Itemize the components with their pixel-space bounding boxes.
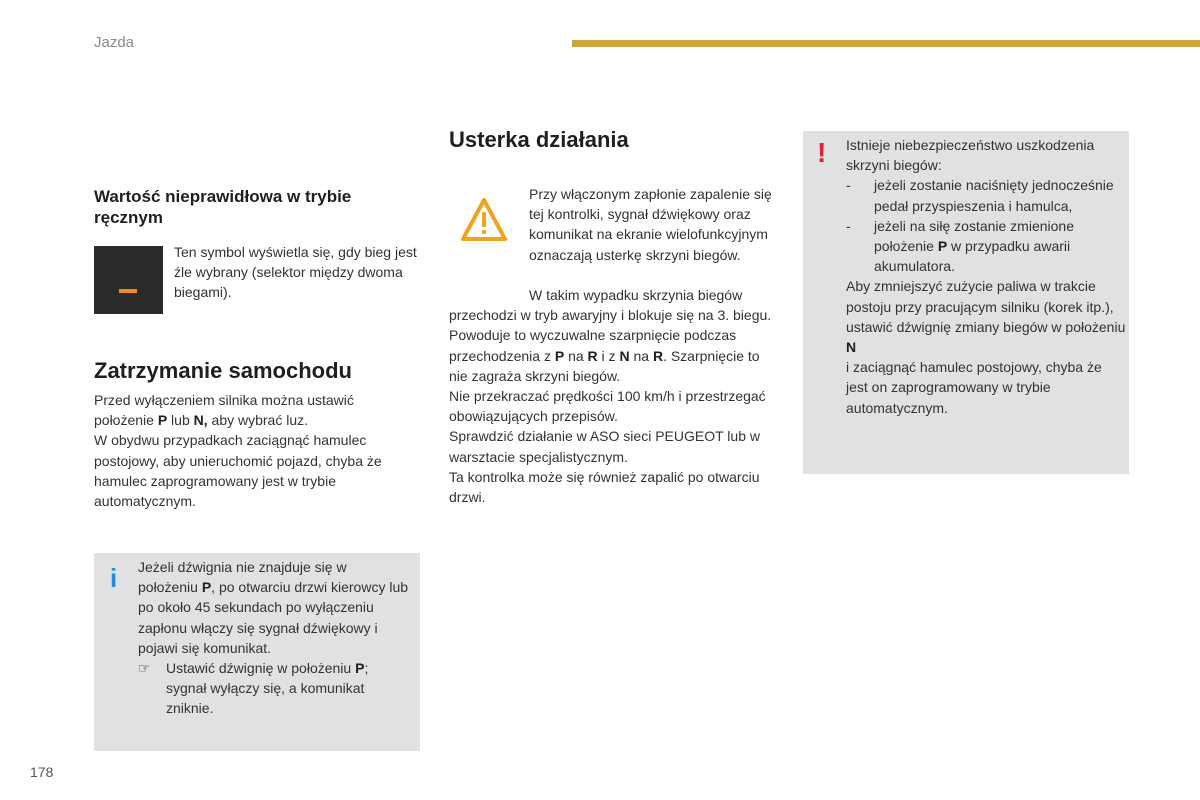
malfunction-paragraph-2: Nie przekraczać prędkości 100 km/h i przestrzegać obowiązujących przepisów. [449, 388, 766, 425]
info-paragraph: Jeżeli dźwignia nie znajduje się w położeniu P, po otwarciu drzwi kierowcy lub po około 45 sekundach po wyłączeniu zapłonu włączy się sygnał dźwiękowy i pojawi się komunikat. [138, 559, 409, 656]
warning-item-2: - jeżeli na siłę zostanie zmienione położenie P w przypadku awarii akumulatora. [846, 217, 1074, 275]
heading-wrong-value: Wartość nieprawidłowa w trybie ręcznym [94, 187, 352, 227]
exclamation-icon: ! [817, 137, 827, 168]
warning-lamp-text: Przy włączonym zapłonie zapalenie się tej kontrolki, sygnał dźwiękowy oraz komunikat na ekranie wielofunkcyjnym oznaczają usterkę skrzyni biegów. [529, 186, 772, 263]
heading-malfunction: Usterka działania [449, 127, 629, 152]
section-title: Jazda [94, 34, 135, 51]
heading-stop-vehicle: Zatrzymanie samochodu [94, 358, 352, 383]
stop-paragraph-1: Przed wyłączeniem silnika można ustawić położenie P lub N, aby wybrać luz. [94, 392, 354, 429]
page-number: 178 [30, 764, 54, 780]
info-text [138, 557, 410, 719]
info-box [94, 553, 420, 751]
warning-triangle-icon [460, 197, 508, 243]
symbol-description: Ten symbol wyświetla się, gdy bieg jest źle wybrany (selektor między dwoma biegami). [174, 244, 417, 301]
gear-display-icon [94, 246, 163, 314]
stop-vehicle-text [94, 390, 410, 511]
malfunction-paragraph-1: W takim wypadku skrzynia biegów przechodzi w tryb awaryjny i blokuje się na 3. biegu. Powoduje to wyczuwalne szarpnięcie podczas przechodzenia z P na R i z N na R. Szarpnięcie to nie zagraża skrzyni biegów. [449, 287, 772, 384]
info-icon: i [110, 563, 118, 593]
pointing-hand-icon: ☞ [138, 660, 151, 677]
warning-box-text [846, 135, 1126, 418]
warning-intro: Istnieje niebezpieczeństwo uszkodzenia skrzyni biegów: [846, 137, 1095, 174]
warning-item-1: - jeżeli zostanie naciśnięty jednocześnie pedał przyspieszenia i hamulca, [846, 177, 1114, 214]
malfunction-paragraph-4: Ta kontrolka może się również zapalić po otwarciu drzwi. [449, 468, 760, 506]
header-bar [572, 40, 1200, 47]
warning-box [803, 131, 1129, 474]
warning-paragraph-2: Aby zmniejszyć zużycie paliwa w trakcie postoju przy pracującym silniku (korek itp.), ustawić dźwignię zmiany biegów w położeniu N i zaciągnąć hamulec postojowy, chyba że jest on zaprogramowany w trybie automatycznym. [846, 278, 1126, 416]
malfunction-text [449, 285, 779, 507]
info-instruction: ☞ Ustawić dźwignię w położeniu P; sygnał wyłączy się, a komunikat zniknie. [138, 660, 369, 717]
dash-indicator-icon [119, 289, 137, 293]
stop-paragraph-2: W obydwu przypadkach zaciągnąć hamulec postojowy, aby unieruchomić pojazd, chyba że hamulec zaprogramowany jest w trybie automatycznym. [94, 432, 382, 510]
malfunction-paragraph-3: Sprawdzić działanie w ASO sieci PEUGEOT lub w warsztacie specjalistycznym. [449, 428, 760, 465]
